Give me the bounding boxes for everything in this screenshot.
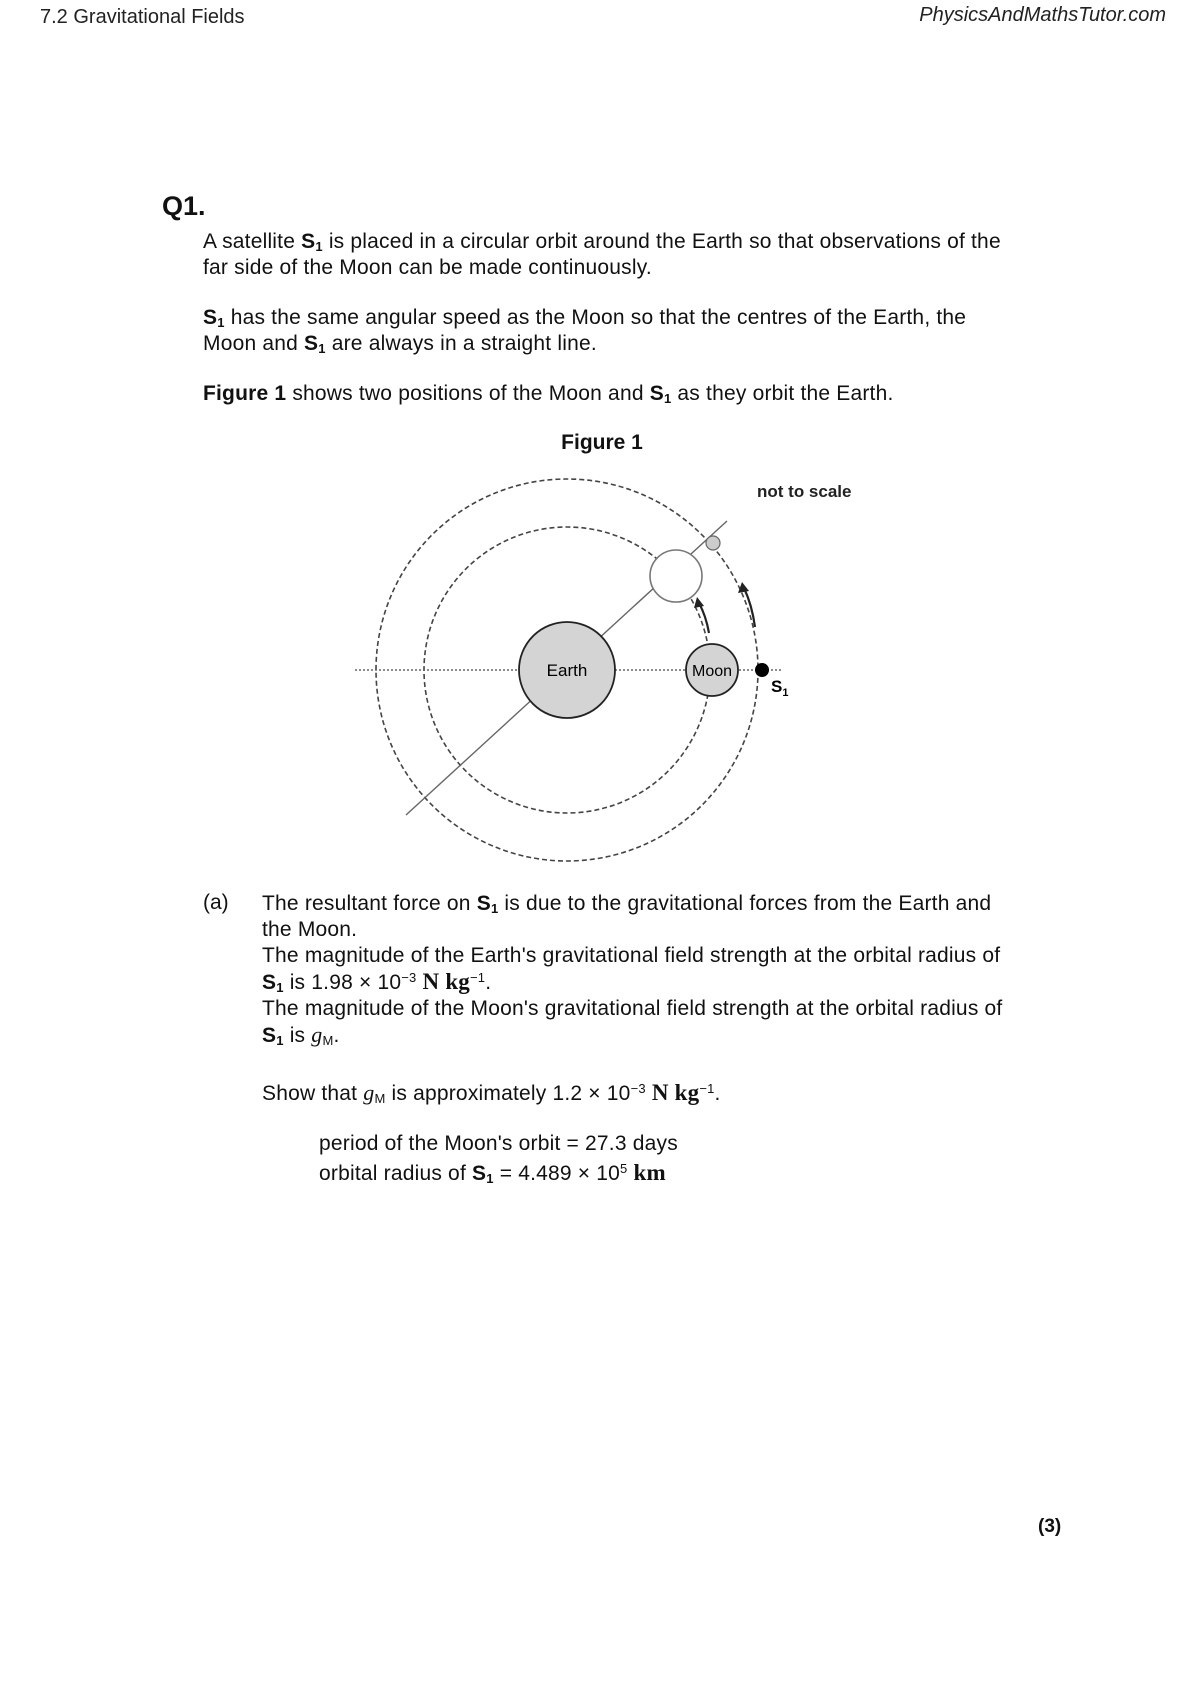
gm-symbol: $g_M$	[363, 1080, 386, 1106]
unit-text: N kg	[651, 1080, 700, 1105]
unit-text: N kg	[422, 969, 471, 994]
satellite-symbol: $S_1$	[304, 332, 326, 356]
unit-text: km	[633, 1160, 666, 1185]
moon-arrowhead	[694, 597, 704, 608]
moon-second-position	[650, 550, 702, 602]
data-radius: orbital radius of $S_1 = 4.489 \times 10^5$ km	[319, 1160, 666, 1186]
earth-label: Earth	[546, 661, 588, 680]
satellite-symbol: $S_1$	[262, 1024, 284, 1048]
intro-paragraph-2: $S_1$ has the same angular speed as the Moon so that the centres of the Earth, the Moon and $S_1$ are always in a straight line.	[203, 306, 967, 356]
figure-reference: Figure 1	[203, 382, 287, 405]
satellite-label: $S_1$	[771, 677, 789, 699]
not-to-scale-label: not to scale	[757, 482, 852, 501]
satellite-symbol: $S_1$	[472, 1162, 494, 1186]
intro-paragraph-3: Figure 1 shows two positions of the Moon and $S_1$ as they orbit the Earth.	[203, 382, 894, 406]
satellite-symbol: $S_1$	[476, 892, 499, 916]
satellite-symbol: $S_1$	[301, 230, 323, 254]
satellite-symbol: $S_1$	[262, 971, 284, 995]
intro-paragraph-1: A satellite $S_1$ is placed in a circular orbit around the Earth so that observations of the far side of the Moon can be made continuously.	[203, 230, 1001, 279]
part-a-statement: The resultant force on $S_1$ is due to the gravitational forces from the Earth and the Moon. The magnitude of the Earth's gravitational field strength at the orbital radius of $S_1$ is $1.98 \times 10^{-3}$ N $kg^{-1}$. The magnitude of the Moon's gravitational field strength at the orbital radius of $S_1$ is $g_M$.	[262, 892, 1003, 1048]
gm-symbol: $g_M$	[311, 1022, 334, 1048]
satellite-symbol: $S_1$	[203, 306, 225, 330]
satellite-dot	[755, 663, 769, 677]
satellite-second-position	[706, 536, 720, 550]
moon-label: Moon	[691, 663, 733, 680]
satellite-motion-arrow	[744, 588, 755, 627]
part-a-label: (a)	[203, 891, 229, 914]
satellite-symbol: $S_1$	[649, 382, 672, 406]
part-a-task: Show that $g_M$ is approximately $1.2 \times 10^{-3}$ N $kg^{-1}$.	[262, 1080, 721, 1106]
marks-label: (3)	[1038, 1516, 1062, 1537]
header-site: PhysicsAndMathsTutor.com	[919, 4, 1166, 26]
data-period: period of the Moon's orbit = 27.3 days	[319, 1132, 678, 1155]
figure-title: Figure 1	[561, 431, 643, 454]
question-number: Q1.	[162, 191, 206, 221]
header-topic: 7.2 Gravitational Fields	[40, 6, 245, 28]
